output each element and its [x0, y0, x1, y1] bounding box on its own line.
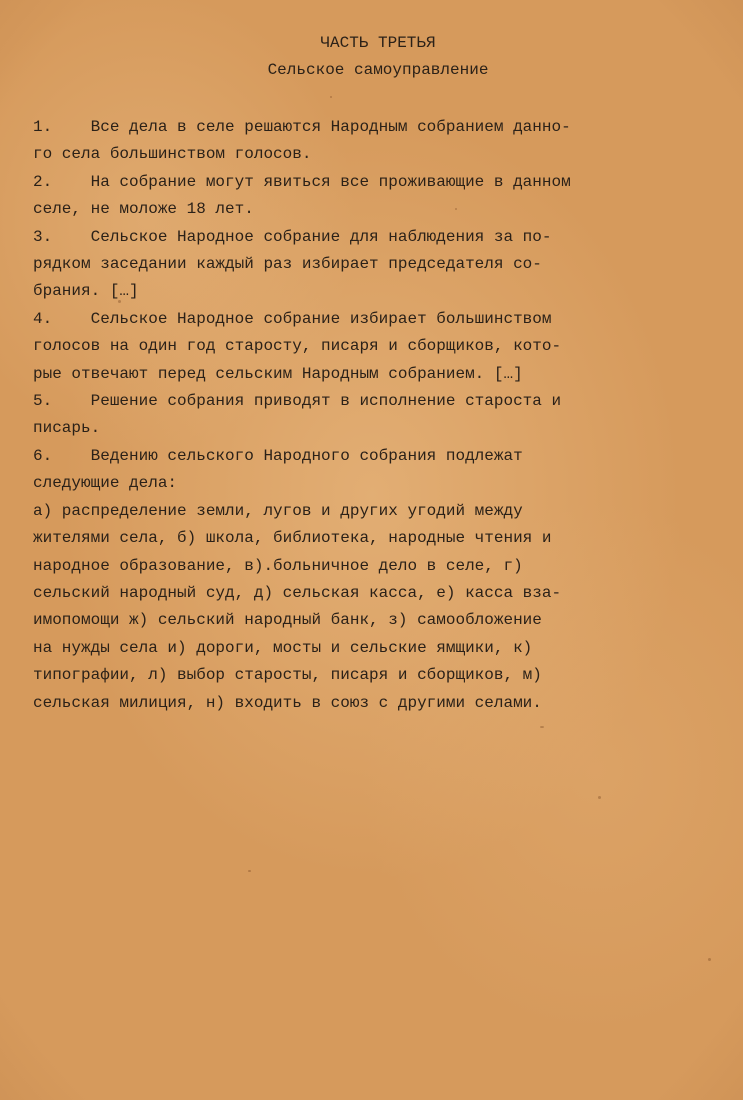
text-line: рядком заседании каждый раз избирает председателя со- [33, 255, 542, 274]
text-line: имопомощи ж) сельский народный банк, з) самообложение [33, 611, 542, 630]
text-line: брания. […] [33, 282, 139, 301]
text-line: писарь. [33, 419, 101, 438]
text-line: 4. Сельское Народное собрание избирает большинством [33, 309, 552, 328]
text-line: 6. Ведению сельского Народного собрания подлежат [33, 446, 523, 465]
paper-speck [598, 796, 601, 799]
paper-speck [540, 726, 544, 728]
text-line: 2. На собрание могут явиться все проживающие в данном [33, 172, 571, 191]
spacer [33, 84, 713, 114]
text-line: селе, не моложе 18 лет. [33, 200, 254, 219]
text-line: на нужды села и) дороги, мосты и сельские ямщики, к) [33, 638, 533, 657]
section-title: Сельское самоуправление [267, 61, 489, 79]
part-title: ЧАСТЬ ТРЕТЬЯ [320, 34, 436, 52]
text-line: рые отвечают перед сельским Народным собранием. […] [33, 364, 523, 383]
text-line: следующие дела: [33, 474, 178, 493]
text-line: 1. Все дела в селе решаются Народным собранием данно- [33, 118, 571, 136]
text-line: сельская милиция, н) входить в союз с другими селами. [33, 693, 542, 712]
text-line: голосов на один год старосту, писаря и сборщиков, кото- [33, 337, 562, 356]
text-line: типографии, л) выбор старосты, писаря и сборщиков, м) [33, 666, 542, 685]
paper-speck [708, 958, 711, 961]
text-line: народное образование, в).больничное дело в селе, г) [33, 556, 523, 575]
paper-speck [248, 870, 251, 872]
text-line: 3. Сельское Народное собрание для наблюдения за по- [33, 227, 552, 246]
document-page [33, 30, 713, 717]
text-line: 5. Решение собрания приводят в исполнение староста и [33, 392, 562, 411]
document-body [33, 114, 713, 717]
text-line: а) распределение земли, лугов и других угодий между [33, 501, 523, 520]
text-line: жителями села, б) школа, библиотека, народные чтения и [33, 529, 552, 548]
text-line: сельский народный суд, д) сельская касса, е) касса вза- [33, 583, 562, 602]
text-line: го села большинством голосов. [33, 145, 312, 164]
